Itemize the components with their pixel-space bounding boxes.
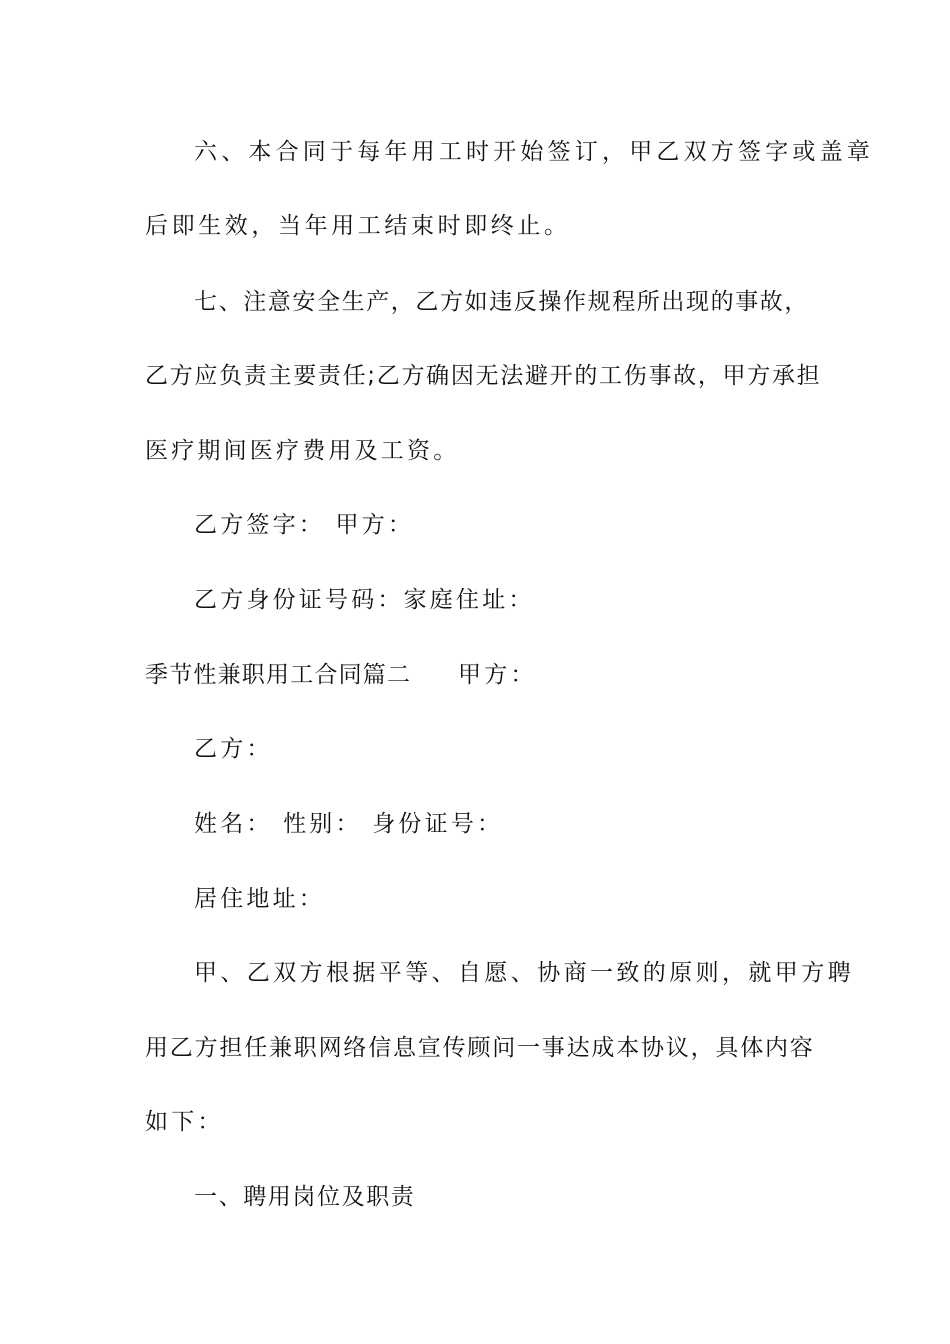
clause-one-heading: 一、聘用岗位及职责	[194, 1184, 416, 1210]
clause-seven-line-2: 乙方应负责主要责任;乙方确因无法避开的工伤事故，甲方承担	[145, 363, 822, 389]
party-b-label: 乙方：	[194, 736, 273, 762]
agreement-intro-line-1: 甲、乙双方根据平等、自愿、协商一致的原则，就甲方聘	[194, 960, 854, 986]
clause-six-line-2: 后即生效，当年用工结束时即终止。	[145, 213, 571, 239]
personal-info-line: 姓名： 性别： 身份证号：	[194, 811, 504, 837]
agreement-intro-line-3: 如下：	[145, 1109, 224, 1135]
residence-address-line: 居住地址：	[194, 886, 325, 912]
signature-line: 乙方签字： 甲方：	[194, 512, 415, 538]
id-address-line: 乙方身份证号码：家庭住址：	[194, 587, 535, 613]
clause-seven-line-1: 七、注意安全生产，乙方如违反操作规程所出现的事故，	[194, 289, 809, 315]
clause-seven-line-3: 医疗期间医疗费用及工资。	[145, 438, 460, 464]
party-a-label: 甲方：	[458, 662, 537, 688]
agreement-intro-line-2: 用乙方担任兼职网络信息宣传顾问一事达成本协议，具体内容	[145, 1035, 815, 1061]
clause-six-line-1: 六、本合同于每年用工时开始签订，甲乙双方签字或盖章	[194, 139, 874, 165]
section-heading: 季节性兼职用工合同篇二	[145, 662, 412, 688]
